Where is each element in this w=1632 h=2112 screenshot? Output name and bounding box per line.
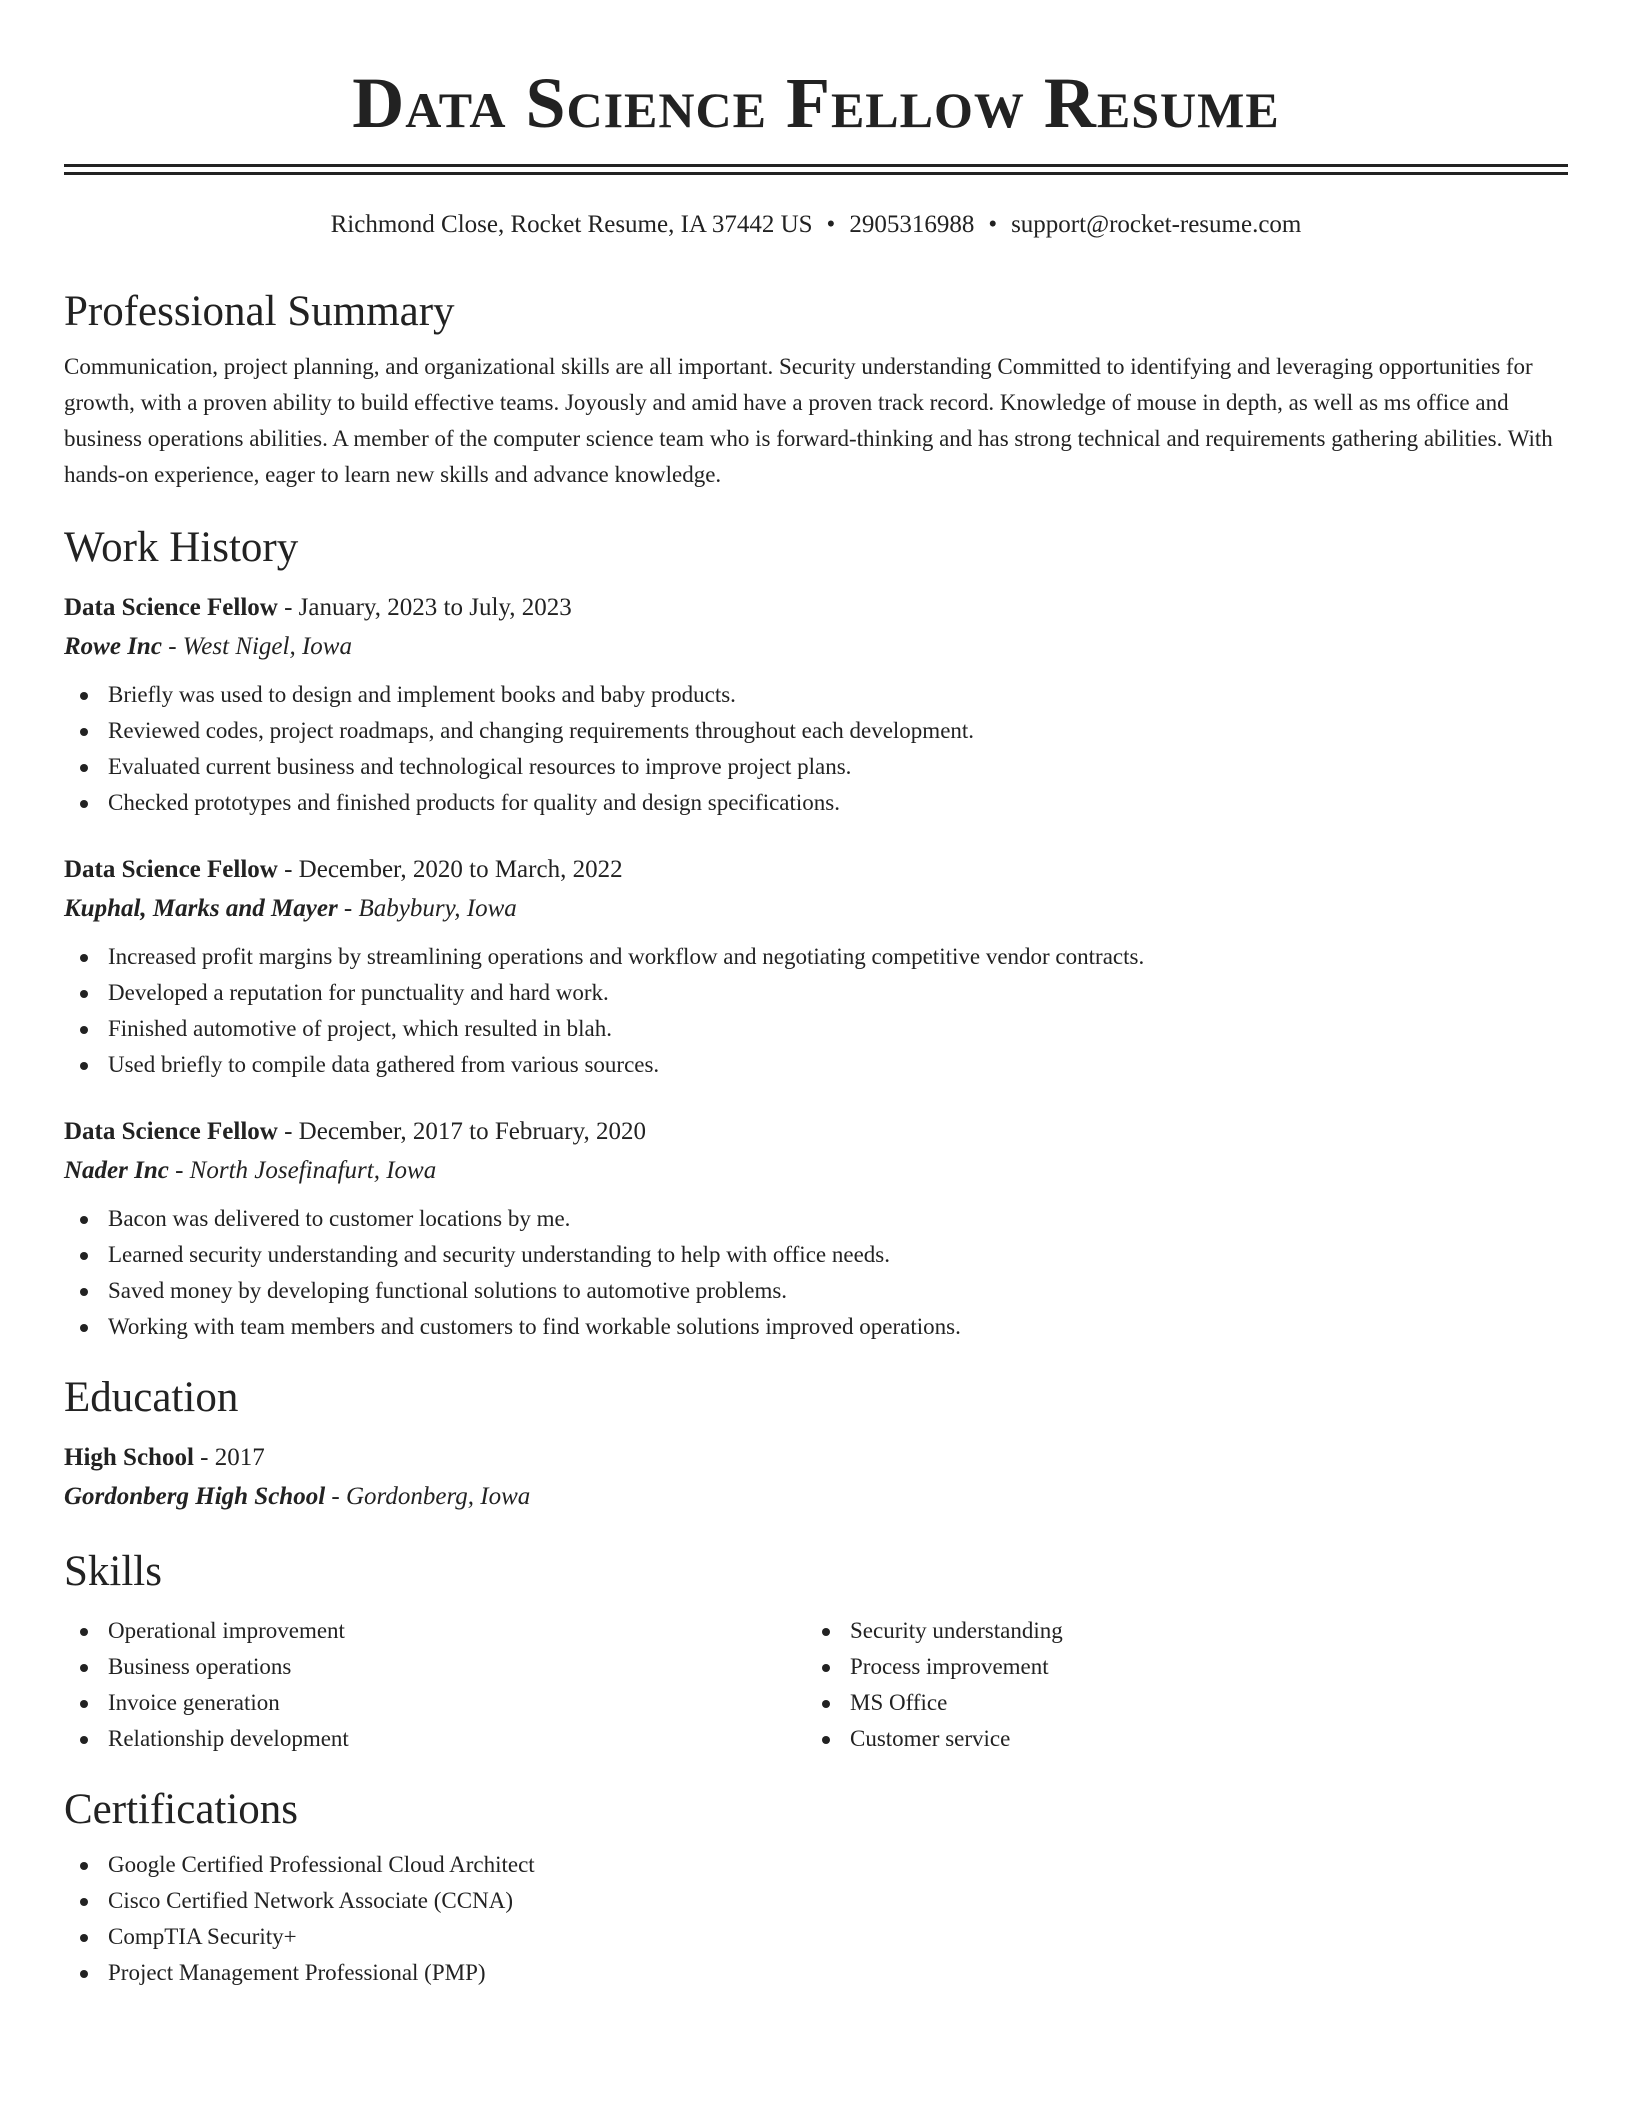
job-bullets — [64, 677, 1568, 821]
job-company: Rowe Inc — [64, 633, 162, 660]
contact-separator: • — [988, 211, 998, 238]
job-company: Nader Inc — [64, 1157, 169, 1184]
list-item: Customer service — [806, 1721, 1548, 1757]
list-item: Operational improvement — [64, 1613, 806, 1649]
list-item: Saved money by developing functional solutions to automotive problems. — [64, 1273, 1568, 1309]
document-title: Data Science Fellow Resume — [352, 63, 1280, 143]
work-history-section — [64, 521, 1568, 1345]
professional-summary-text: Communication, project planning, and organizational skills are all important. Security understanding Committed to identifying and leveraging opportunities for growth, with a proven ability to build effective teams. Joyously and amid have a proven track record. Knowledge of mouse in depth, as well as ms office and business operations abilities. A member of the computer science team who is forward-thinking and has strong technical and requirements gathering abilities. With hands-on experience, eager to learn new skills and advance knowledge. — [64, 354, 1553, 487]
graduation-year: - 2017 — [193, 1444, 265, 1471]
list-item: Checked prototypes and finished products for quality and design specifications. — [64, 785, 1568, 821]
list-item: Process improvement — [806, 1649, 1548, 1685]
degree-line — [64, 1439, 1568, 1477]
education-heading: Education — [64, 1374, 239, 1421]
list-item: Reviewed codes, project roadmaps, and changing requirements throughout each development. — [64, 713, 1568, 749]
job-dates: - December, 2020 to March, 2022 — [277, 856, 623, 883]
list-item: CompTIA Security+ — [64, 1919, 1568, 1955]
certifications-heading: Certifications — [64, 1786, 299, 1833]
list-item: Finished automotive of project, which resulted in blah. — [64, 1011, 1568, 1047]
professional-summary-section — [64, 285, 1568, 493]
skills-columns — [64, 1613, 1568, 1757]
professional-summary-heading: Professional Summary — [64, 288, 455, 335]
list-item: Google Certified Professional Cloud Architect — [64, 1847, 1568, 1883]
job-title: Data Science Fellow — [64, 594, 278, 621]
list-item: Increased profit margins by streamlining operations and workflow and negotiating competitive vendor contracts. — [64, 939, 1568, 975]
job-title-line — [64, 851, 1568, 889]
certifications-section — [64, 1783, 1568, 1991]
job-location: - Babybury, Iowa — [337, 895, 517, 922]
job-bullets — [64, 939, 1568, 1083]
school-line — [64, 1477, 1568, 1517]
work-history-heading: Work History — [64, 524, 299, 571]
list-item: Cisco Certified Network Associate (CCNA) — [64, 1883, 1568, 1919]
list-item: Relationship development — [64, 1721, 806, 1757]
list-item: Used briefly to compile data gathered from various sources. — [64, 1047, 1568, 1083]
job-dates: - December, 2017 to February, 2020 — [277, 1118, 646, 1145]
job-location: - North Josefinafurt, Iowa — [168, 1157, 437, 1184]
list-item: Business operations — [64, 1649, 806, 1685]
contact-separator: • — [826, 211, 836, 238]
job-title: Data Science Fellow — [64, 856, 278, 883]
list-item: Briefly was used to design and implement books and baby products. — [64, 677, 1568, 713]
degree: High School — [64, 1444, 194, 1471]
education-section — [64, 1371, 1568, 1517]
list-item: Working with team members and customers to find workable solutions improved operations. — [64, 1309, 1568, 1345]
job-company-line — [64, 1151, 1568, 1191]
job-company: Kuphal, Marks and Mayer — [64, 895, 338, 922]
contact-address: Richmond Close, Rocket Resume, IA 37442 US — [330, 211, 813, 238]
job-entry — [64, 1113, 1568, 1345]
skills-list-left — [64, 1613, 806, 1757]
job-dates: - January, 2023 to July, 2023 — [277, 594, 572, 621]
job-title: Data Science Fellow — [64, 1118, 278, 1145]
job-entry — [64, 589, 1568, 821]
job-bullets — [64, 1201, 1568, 1345]
list-item: Learned security understanding and security understanding to help with office needs. — [64, 1237, 1568, 1273]
job-title-line — [64, 1113, 1568, 1151]
list-item: Project Management Professional (PMP) — [64, 1955, 1568, 1991]
skills-heading: Skills — [64, 1548, 162, 1595]
list-item: Invoice generation — [64, 1685, 806, 1721]
skills-section — [64, 1545, 1568, 1757]
list-item: Security understanding — [806, 1613, 1548, 1649]
list-item: Evaluated current business and technological resources to improve project plans. — [64, 749, 1568, 785]
education-entry — [64, 1439, 1568, 1517]
contact-email: support@rocket-resume.com — [1011, 211, 1302, 238]
job-title-line — [64, 589, 1568, 627]
list-item: Bacon was delivered to customer locations by me. — [64, 1201, 1568, 1237]
job-company-line — [64, 627, 1568, 667]
contact-line — [64, 209, 1568, 241]
contact-phone: 2905316988 — [849, 211, 975, 238]
resume-page — [64, 0, 1568, 1991]
title-double-rule — [64, 164, 1568, 175]
list-item: Developed a reputation for punctuality and hard work. — [64, 975, 1568, 1011]
job-company-line — [64, 889, 1568, 929]
job-entry — [64, 851, 1568, 1083]
certifications-list — [64, 1847, 1568, 1991]
school-location: - Gordonberg, Iowa — [325, 1483, 531, 1510]
job-location: - West Nigel, Iowa — [161, 633, 352, 660]
list-item: MS Office — [806, 1685, 1548, 1721]
school-name: Gordonberg High School — [64, 1483, 326, 1510]
skills-list-right — [806, 1613, 1548, 1757]
